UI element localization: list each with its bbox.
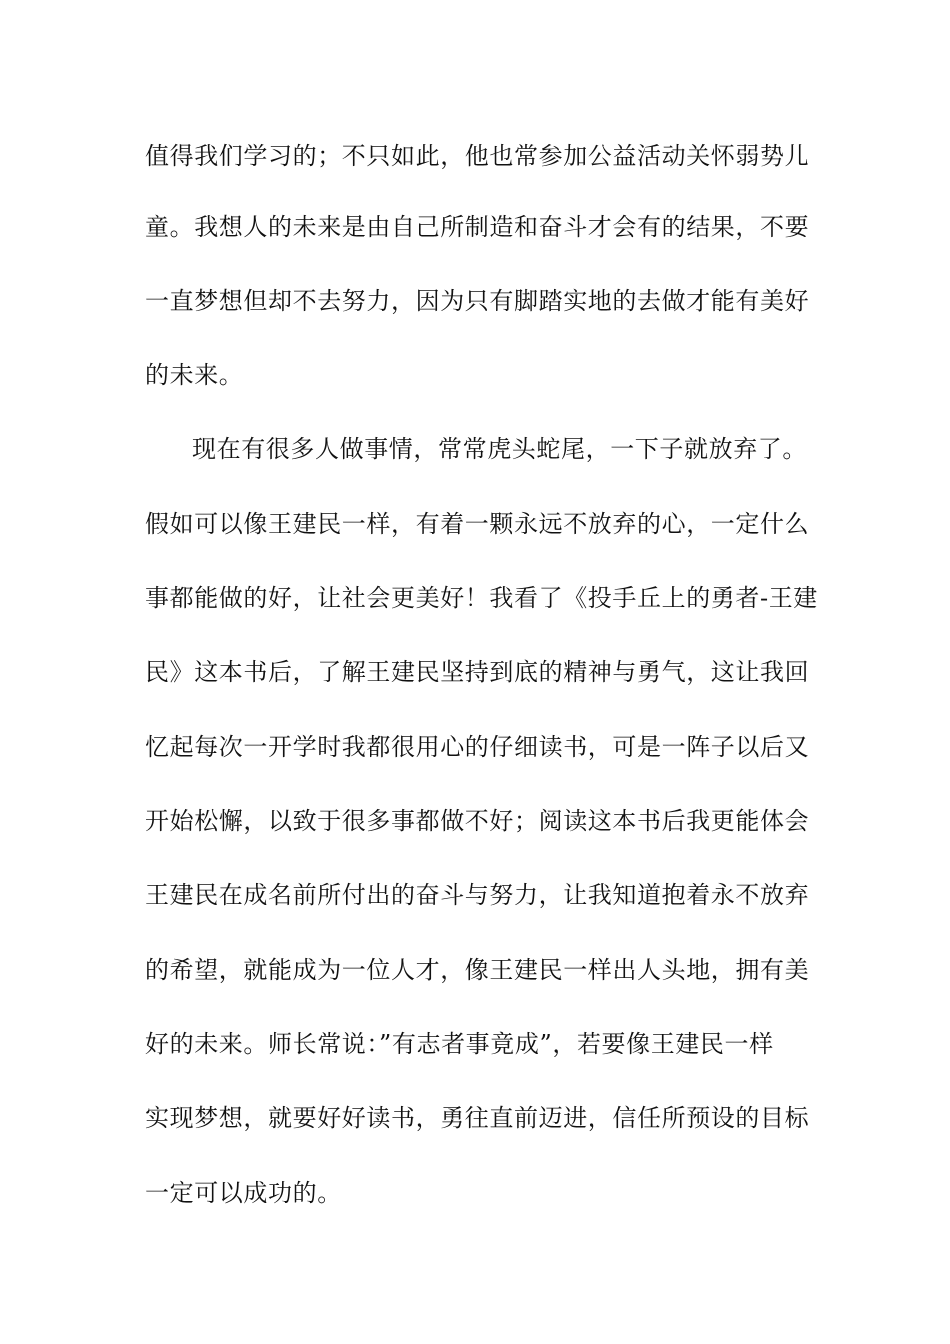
text-line: 的希望，就能成为一位人才，像王建民一样出人头地，拥有美 bbox=[145, 956, 810, 984]
text-line: 忆起每次一开学时我都很用心的仔细读书，可是一阵子以后又 bbox=[145, 733, 810, 761]
text-line: 假如可以像王建民一样，有着一颗永远不放弃的心，一定什么 bbox=[145, 510, 810, 538]
text-line: 王建民在成名前所付出的奋斗与努力，让我知道抱着永不放弃 bbox=[145, 881, 810, 909]
text-line: 好的未来。师长常说：”有志者事竟成”，若要像王建民一样 bbox=[145, 1030, 774, 1058]
text-line: 一定可以成功的。 bbox=[145, 1179, 342, 1207]
text-line: 民》这本书后，了解王建民坚持到底的精神与勇气，这让我回 bbox=[145, 658, 810, 686]
text-line: 童。我想人的未来是由自己所制造和奋斗才会有的结果，不要 bbox=[145, 213, 810, 241]
text-line: 实现梦想，就要好好读书，勇往直前迈进，信任所预设的目标 bbox=[145, 1104, 810, 1132]
text-line: 值得我们学习的；不只如此，他也常参加公益活动关怀弱势儿 bbox=[145, 142, 810, 170]
paragraph-first-line: 现在有很多人做事情，常常虎头蛇尾，一下子就放弃了。 bbox=[192, 435, 807, 463]
text-line: 一直梦想但却不去努力，因为只有脚踏实地的去做才能有美好 bbox=[145, 287, 810, 315]
text-line: 的未来。 bbox=[145, 361, 244, 389]
text-line: 开始松懈，以致于很多事都做不好；阅读这本书后我更能体会 bbox=[145, 807, 810, 835]
text-line: 事都能做的好，让社会更美好！我看了《投手丘上的勇者-王建 bbox=[145, 584, 818, 612]
